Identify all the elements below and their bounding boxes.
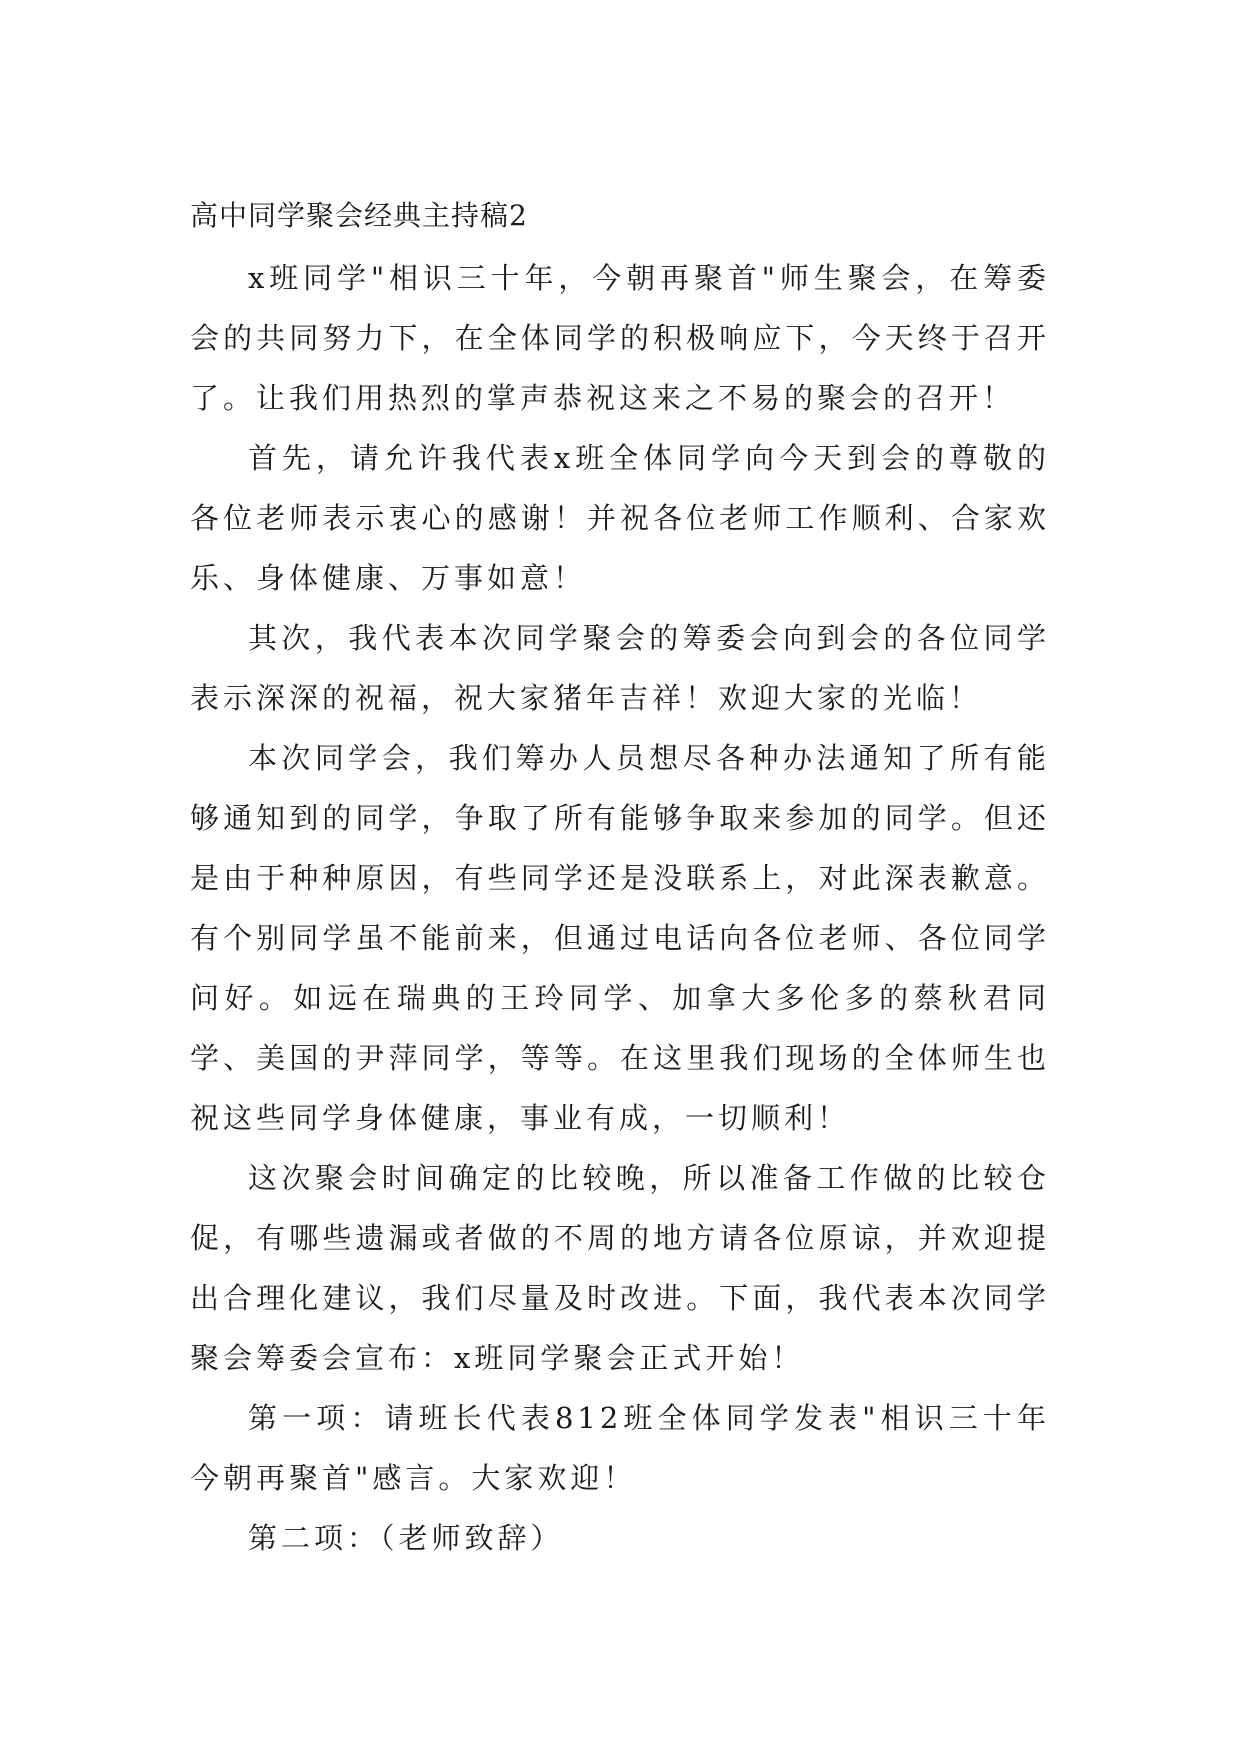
paragraph-welcome-classmates: 其次，我代表本次同学聚会的筹委会向到会的各位同学表示深深的祝福，祝大家猪年吉祥！欢迎大家的光临！ (190, 621, 1050, 715)
document-title: 高中同学聚会经典主持稿2 (190, 199, 528, 232)
paragraph-thanks-teachers: 首先，请允许我代表x班全体同学向今天到会的尊敬的各位老师表示衷心的感谢！并祝各位老师工作顺利、合家欢乐、身体健康、万事如意！ (190, 441, 1050, 595)
paragraph-opening: x班同学"相识三十年，今朝再聚首"师生聚会，在筹委会的共同努力下，在全体同学的积极响应下，今天终于召开了。让我们用热烈的掌声恭祝这来之不易的聚会的召开！ (190, 261, 1050, 415)
paragraph-item-one: 第一项：请班长代表812班全体同学发表"相识三十年今朝再聚首"感言。大家欢迎！ (190, 1401, 1050, 1495)
paragraph-announcement: 这次聚会时间确定的比较晚，所以准备工作做的比较仓促，有哪些遗漏或者做的不周的地方请各位原谅，并欢迎提出合理化建议，我们尽量及时改进。下面，我代表本次同学聚会筹委会宣布：x班同学聚会正式开始！ (190, 1161, 1050, 1375)
paragraph-item-two: 第二项：（老师致辞） (248, 1521, 564, 1555)
document-body (190, 190, 1050, 1568)
paragraph-absent-classmates: 本次同学会，我们筹办人员想尽各种办法通知了所有能够通知到的同学，争取了所有能够争取来参加的同学。但还是由于种种原因，有些同学还是没联系上，对此深表歉意。有个别同学虽不能前来，但通过电话向各位老师、各位同学问好。如远在瑞典的王玲同学、加拿大多伦多的蔡秋君同学、美国的尹萍同学，等等。在这里我们现场的全体师生也祝这些同学身体健康，事业有成，一切顺利！ (190, 741, 1050, 1135)
